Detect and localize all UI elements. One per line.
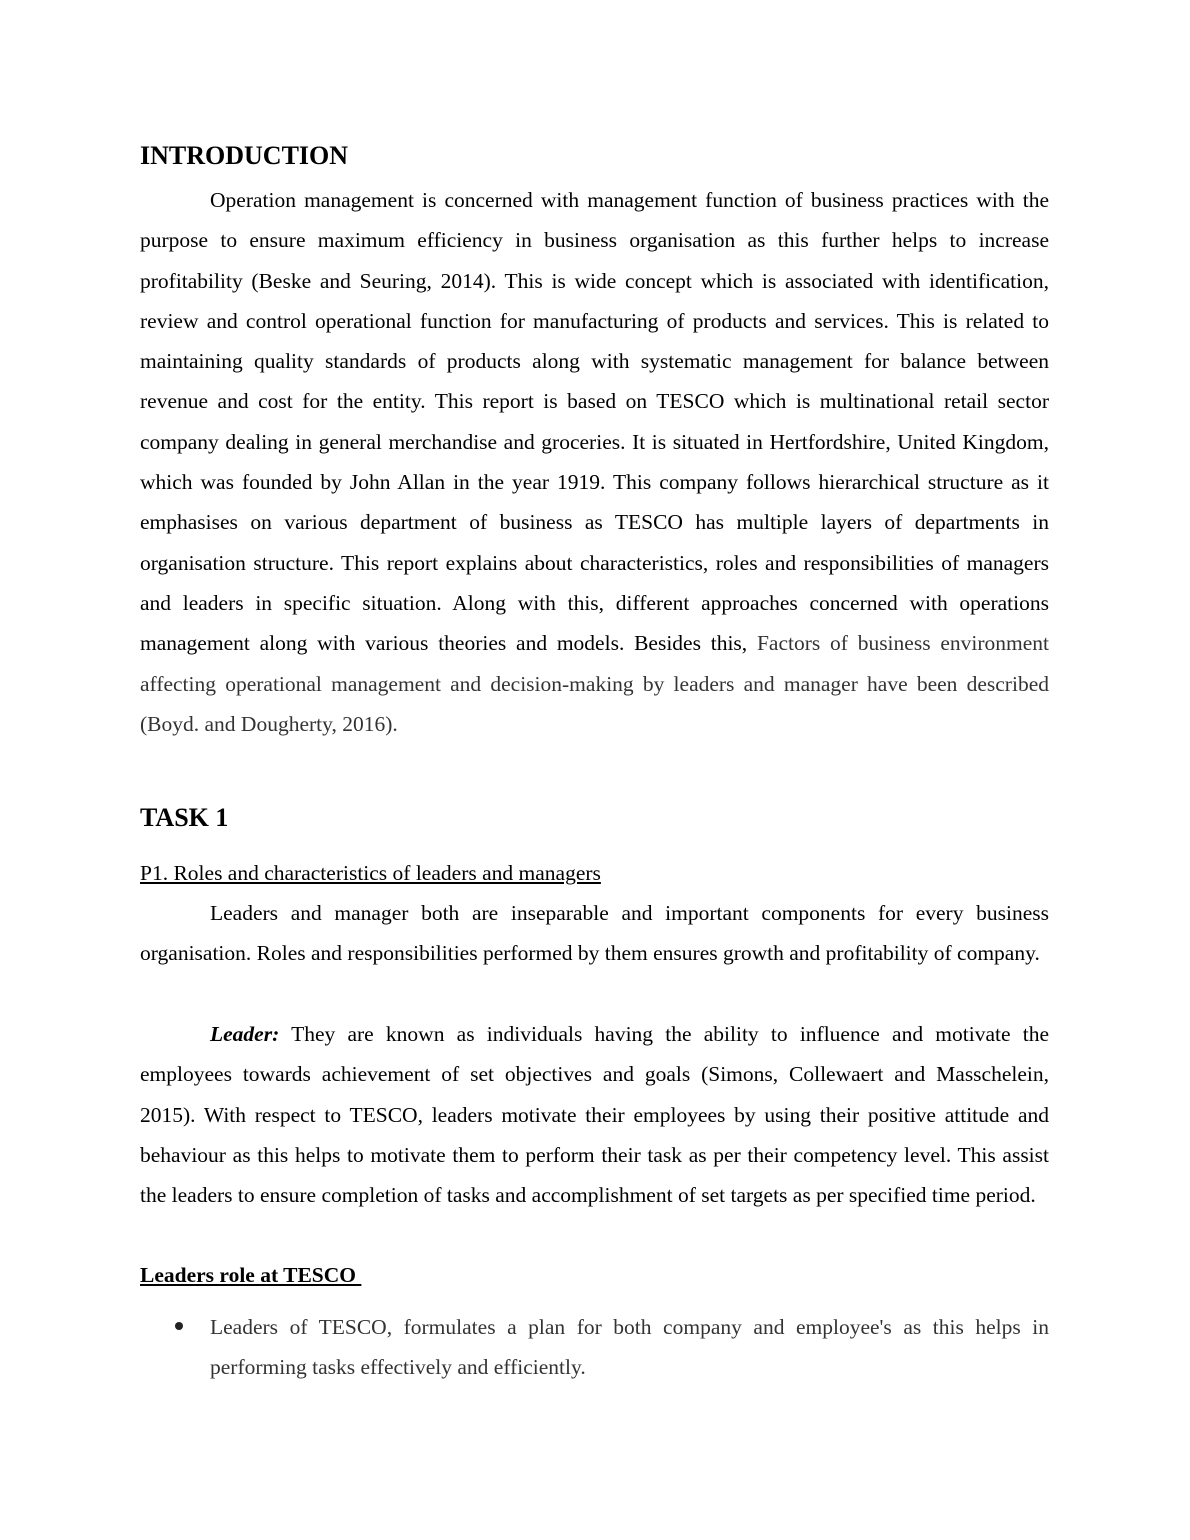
introduction-body-main: Operation management is concerned with management function of business practices with the purpose to ensure maximum efficiency in business organisation as this further helps to increase profitability (Beske and Seuring, 2014). This is wide concept which is associated with identification, review and control operational function for manufacturing of products and services. This is related to maintaining quality standards of products along with systematic management for balance between revenue and cost for the entity. This report is based on TESCO which is multinational retail sector company dealing in general merchandise and groceries. It is situated in Hertfordshire, United Kingdom, which was founded by John Allan in the year 1919. This company follows hierarchical structure as it emphasises on various department of business as TESCO has multiple layers of departments in organisation structure. This report explains about characteristics, roles and responsibilities of managers and leaders in specific situation. Along with this, different approaches concerned with operations management along with various theories and models. Besides this, (140, 188, 1049, 656)
p1-paragraph: Leaders and manager both are inseparable and important components for every business organisation. Roles and responsibilities performed by them ensures growth and profitability of company. (140, 901, 1049, 966)
bullet-icon (175, 1322, 183, 1330)
leader-body: They are known as individuals having the ability to influence and motivate the employees towards achievement of set objectives and goals (Simons, Collewaert and Masschelein, 2015). With respect to TESCO, leaders motivate their employees by using their positive attitude and behaviour as this helps to motivate them to perform their task as per their competency level. This assist the leaders to ensure completion of tasks and accomplishment of set targets as per specified time period. (140, 1022, 1049, 1208)
introduction-heading: INTRODUCTION (140, 141, 349, 170)
introduction-body-gray: Factors of business environment affecting operational management and decision-making by leaders and manager have been described (Boyd. and Dougherty, 2016). (140, 631, 1049, 736)
leader-label: Leader: (210, 1022, 280, 1046)
leaders-role-list (140, 1307, 1049, 1387)
list-item (140, 1307, 1049, 1387)
leader-paragraph (140, 1014, 1049, 1215)
list-item-text: Leaders of TESCO, formulates a plan for both company and employee's as this helps in performing tasks effectively and efficiently. (210, 1315, 1049, 1379)
task1-heading: TASK 1 (140, 803, 229, 832)
p1-subheading: P1. Roles and characteristics of leaders and managers (140, 861, 601, 885)
introduction-paragraph (140, 180, 1049, 744)
leaders-role-subheading: Leaders role at TESCO (140, 1263, 362, 1287)
